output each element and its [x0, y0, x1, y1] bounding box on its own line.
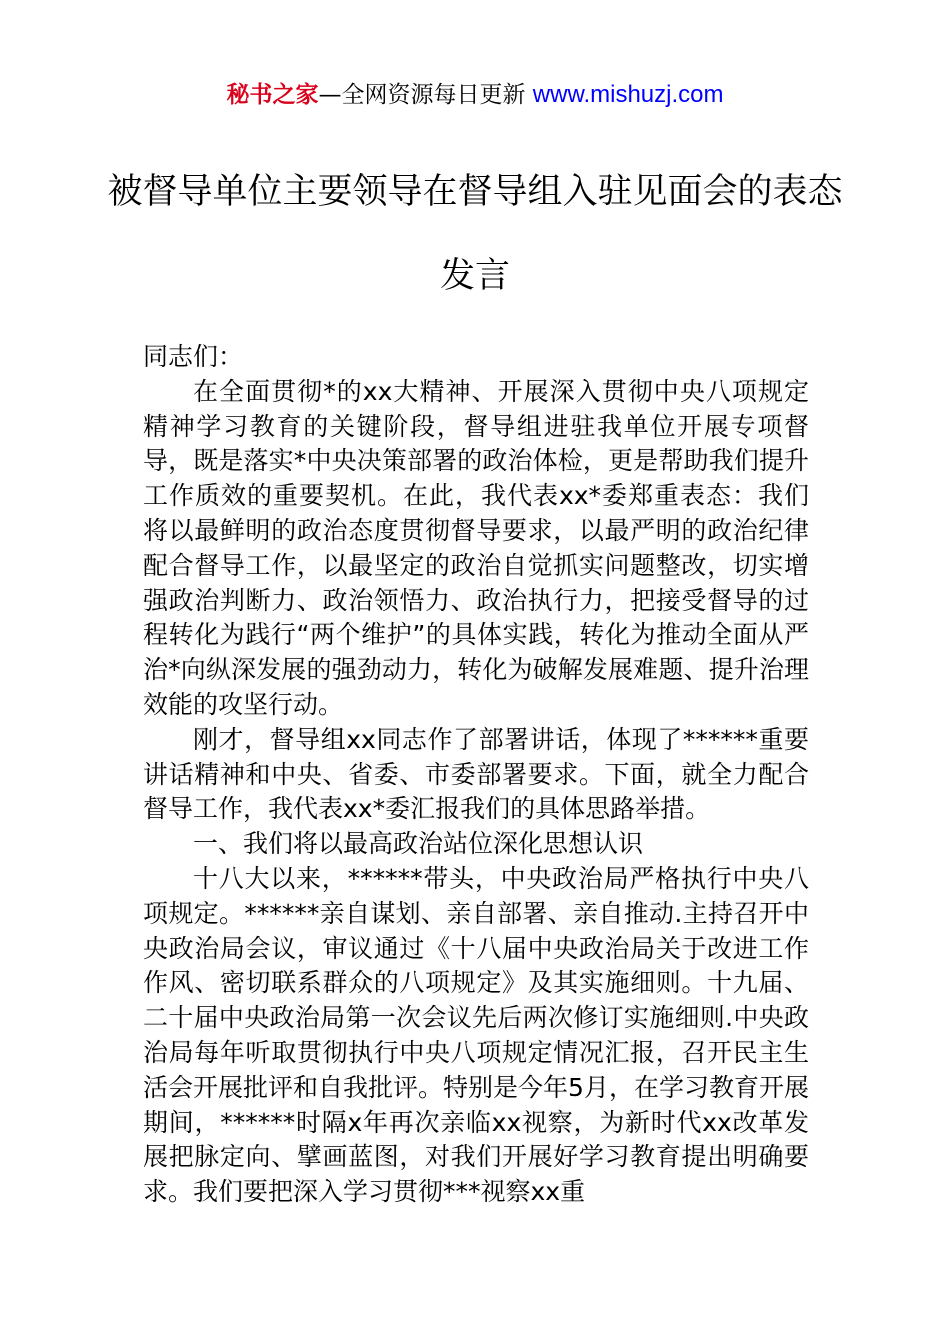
- document-body: [143, 340, 809, 1210]
- paragraph-intro: 刚才，督导组xx同志作了部署讲话，体现了******重要讲话精神和中央、省委、市委部署要求。下面，就全力配合督导工作，我代表xx*委汇报我们的具体思路举措。: [143, 724, 809, 824]
- site-link[interactable]: www.mishuzj.com: [532, 81, 724, 108]
- salutation: 同志们：: [143, 342, 244, 371]
- paragraph-opening: 在全面贯彻*的xx大精神、开展深入贯彻中央八项规定精神学习教育的关键阶段，督导组进驻我单位开展专项督导，既是落实*中央决策部署的政治体检，更是帮助我们提升工作质效的重要契机。在此，我代表xx*委郑重表态：我们将以最鲜明的政治态度贯彻督导要求，以最严明的政治纪律配合督导工作，以最坚定的政治自觉抓实问题整改，切实增强政治判断力、政治领悟力、政治执行力，把接受督导的过程转化为践行“两个维护”的具体实践，转化为推动全面从严治*向纵深发展的强劲动力，转化为破解发展难题、提升治理效能的攻坚行动。: [143, 376, 809, 719]
- brand-name: 秘书之家: [226, 82, 319, 108]
- page-header: [0, 78, 950, 112]
- document-title: 被督导单位主要领导在督导组入驻见面会的表态发言: [107, 172, 843, 296]
- section-heading: 一、我们将以最高政治站位深化思想认识: [193, 829, 644, 859]
- paragraph-section-one: 十八大以来，******带头，中央政治局严格执行中央八项规定。******亲自谋划、亲自部署、亲自推动.主持召开中央政治局会议，审议通过《十八届中央政治局关于改进工作作风、密切联系群众的八项规定》及其实施细则。十九届、二十届中央政治局第一次会议先后两次修订实施细则.中央政治局每年听取贯彻执行中央八项规定情况汇报，召开民主生活会开展批评和自我批评。特别是今年5月，在学习教育开展期间，******时隔x年再次亲临xx视察，为新时代xx改革发展把脉定向、擘画蓝图，对我们开展好学习教育提出明确要求。我们要把深入学习贯彻***视察xx重: [143, 863, 809, 1207]
- header-tagline: —全网资源每日更新: [318, 82, 533, 108]
